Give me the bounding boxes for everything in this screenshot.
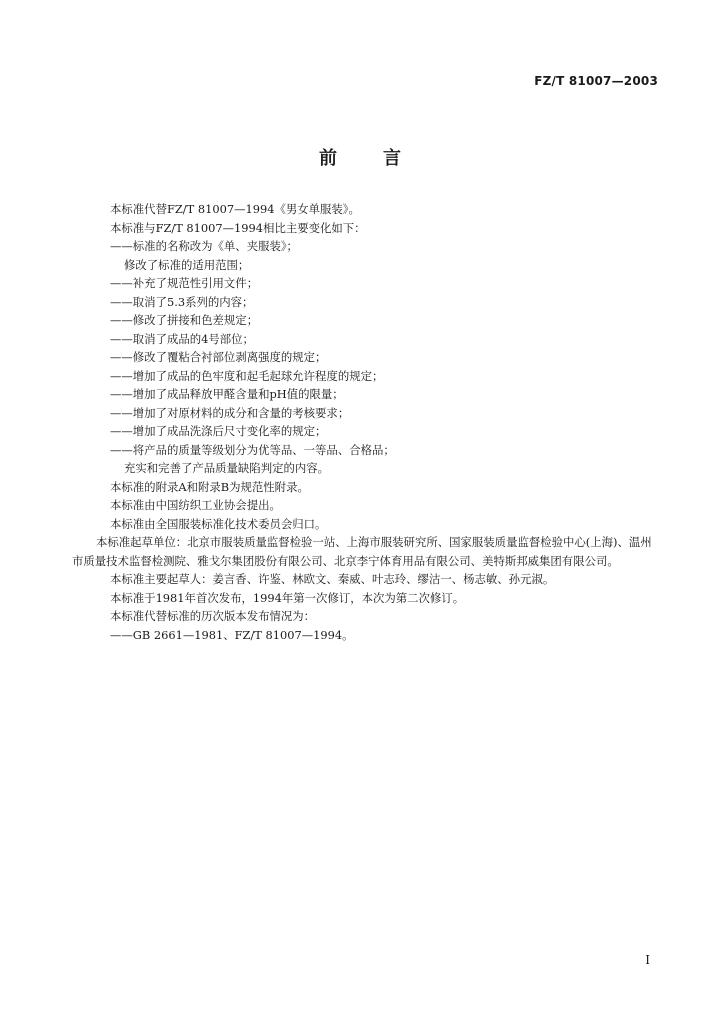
change-item: ——增加了成品洗涤后尺寸变化率的规定； [110,424,327,438]
page-title [0,144,720,170]
paragraph-versions-intro: 本标准代替标准的历次版本发布情况为： [110,609,316,623]
title-char-2: 言 [383,148,401,169]
title-char-1: 前 [319,148,337,169]
foreword-body [72,200,662,644]
page-number: I [645,953,650,967]
paragraph-proposer: 本标准由中国纺织工业协会提出。 [110,498,281,512]
standard-number: FZ/T 81007—2003 [534,74,658,88]
change-item: ——修改了覆粘合衬部位剥离强度的规定； [110,350,327,364]
change-item: 充实和完善了产品质量缺陷判定的内容。 [124,461,330,475]
change-item: ——取消了5.3系列的内容； [110,294,254,309]
paragraph-changes-intro: 本标准与FZ/T 81007—1994相比主要变化如下： [110,220,366,235]
change-item: ——修改了拼接和色差规定； [110,313,259,327]
paragraph-drafters: 本标准主要起草人：姜言香、许鉴、林欧文、秦威、叶志玲、缪沽一、杨志敏、孙元淑。 [110,572,555,586]
paragraph-replaces: 本标准代替FZ/T 81007—1994《男女单服装》。 [110,202,360,216]
change-item: ——将产品的质量等级划分为优等品、一等品、合格品； [110,442,395,457]
change-item: 修改了标准的适用范围； [124,257,250,272]
paragraph-committee: 本标准由全国服装标准化技术委员会归口。 [110,516,327,531]
change-item: ——标准的名称改为《单、夹服装》； [110,239,298,253]
paragraph-drafting-units: 本标准起草单位：北京市服装质量监督检验一站、上海市服装研究所、国家服装质量监督检验中心(上海)、温州市质量技术监督检测院、雅戈尔集团股份有限公司、北京李宁体育用品有限公司、美特斯邦威集团有限公司。 [72,535,652,568]
change-item: ——增加了成品释放甲醛含量和pH值的限量； [110,387,344,401]
paragraph-versions-list: ——GB 2661—1981、FZ/T 81007—1994。 [110,627,354,642]
change-item: ——增加了成品的色牢度和起毛起球允许程度的规定； [110,368,384,383]
paragraph-history: 本标准于1981年首次发布，1994年第一次修订，本次为第二次修订。 [110,590,465,605]
paragraph-annex: 本标准的附录A和附录B为规范性附录。 [110,479,309,494]
change-item: ——补充了规范性引用文件； [110,276,259,290]
change-item: ——增加了对原材料的成分和含量的考核要求； [110,405,350,420]
change-item: ——取消了成品的4号部位； [110,331,254,346]
